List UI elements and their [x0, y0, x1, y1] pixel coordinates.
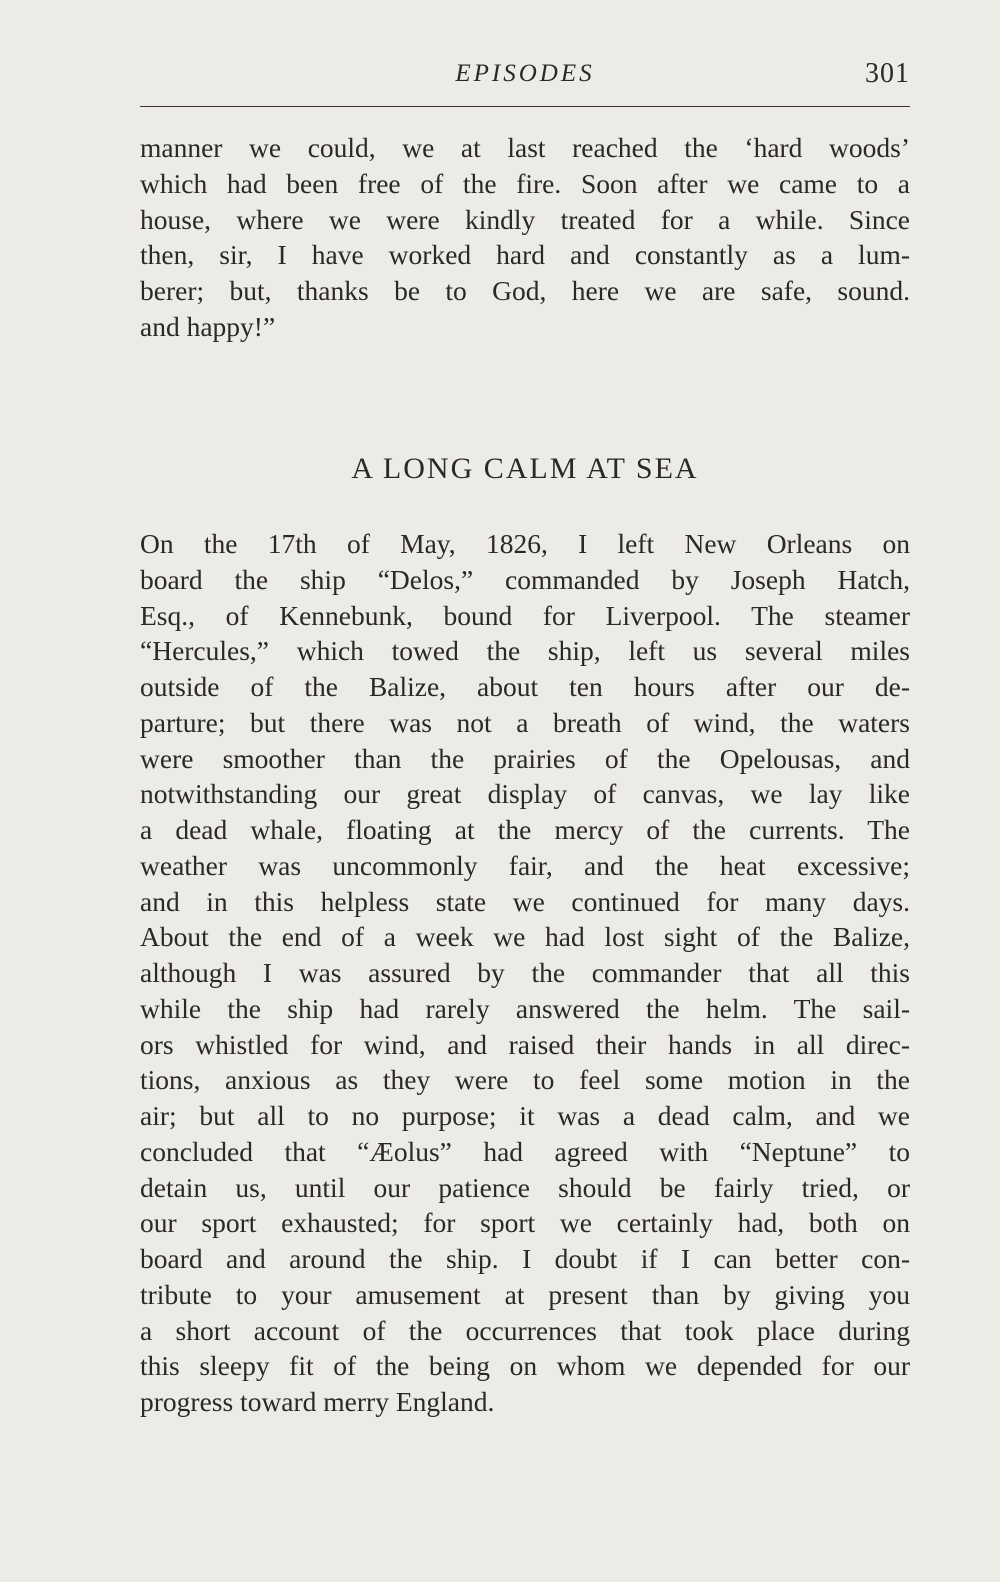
text-line: tribute to your amusement at present than by giving you — [140, 1278, 910, 1310]
text-line: this sleepy fit of the being on whom we depended for our — [140, 1350, 910, 1382]
text-line: and happy!” — [140, 310, 276, 342]
text-line: and in this helpless state we continued for many days. — [140, 885, 910, 917]
text-line: concluded that “Æolus” had agreed with “Neptune” to — [140, 1135, 910, 1167]
text-line: berer; but, thanks be to God, here we are safe, sound. — [140, 275, 910, 307]
text-line: board the ship “Delos,” commanded by Joseph Hatch, — [140, 563, 910, 595]
text-line: house, where we were kindly treated for a while. Since — [140, 203, 910, 235]
text-line: a short account of the occurrences that took place during — [140, 1314, 910, 1346]
text-line: “Hercules,” which towed the ship, left us several miles — [140, 635, 910, 667]
text-line: which had been free of the fire. Soon after we came to a — [140, 167, 910, 199]
text-line: were smoother than the prairies of the Opelousas, and — [140, 742, 910, 774]
text-line: ors whistled for wind, and raised their hands in all direc- — [140, 1028, 910, 1060]
text-line: Esq., of Kennebunk, bound for Liverpool. The steamer — [140, 599, 910, 631]
text-line: detain us, until our patience should be fairly tried, or — [140, 1171, 910, 1203]
continuation-paragraph — [140, 130, 910, 345]
text-line: although I was assured by the commander that all this — [140, 957, 910, 988]
text-line: notwithstanding our great display of canvas, we lay like — [140, 778, 910, 810]
header-rule — [140, 106, 910, 107]
page-number: 301 — [865, 58, 910, 89]
running-title: EPISODES — [455, 60, 595, 87]
text-line: then, sir, I have worked hard and constantly as a lum- — [140, 239, 910, 271]
text-line: a dead whale, floating at the mercy of the currents. The — [140, 814, 910, 845]
text-line: About the end of a week we had lost sight of the Balize, — [140, 921, 910, 953]
section-paragraph — [140, 526, 910, 1420]
text-line: while the ship had rarely answered the helm. The sail- — [140, 992, 910, 1024]
text-line: tions, anxious as they were to feel some motion in the — [140, 1064, 910, 1096]
text-line: parture; but there was not a breath of wind, the waters — [140, 706, 910, 738]
running-head — [140, 56, 910, 100]
text-line: board and around the ship. I doubt if I can better con- — [140, 1243, 910, 1274]
text-line: manner we could, we at last reached the ‘hard woods’ — [140, 132, 910, 163]
text-line: progress toward merry England. — [140, 1386, 495, 1417]
text-line: air; but all to no purpose; it was a dead calm, and we — [140, 1100, 910, 1131]
text-line: weather was uncommonly fair, and the heat excessive; — [140, 849, 910, 881]
text-line: outside of the Balize, about ten hours after our de- — [140, 671, 910, 702]
text-line: our sport exhausted; for sport we certainly had, both on — [140, 1207, 910, 1239]
section-heading: A LONG CALM AT SEA — [351, 452, 699, 485]
text-line: On the 17th of May, 1826, I left New Orleans on — [140, 528, 910, 559]
